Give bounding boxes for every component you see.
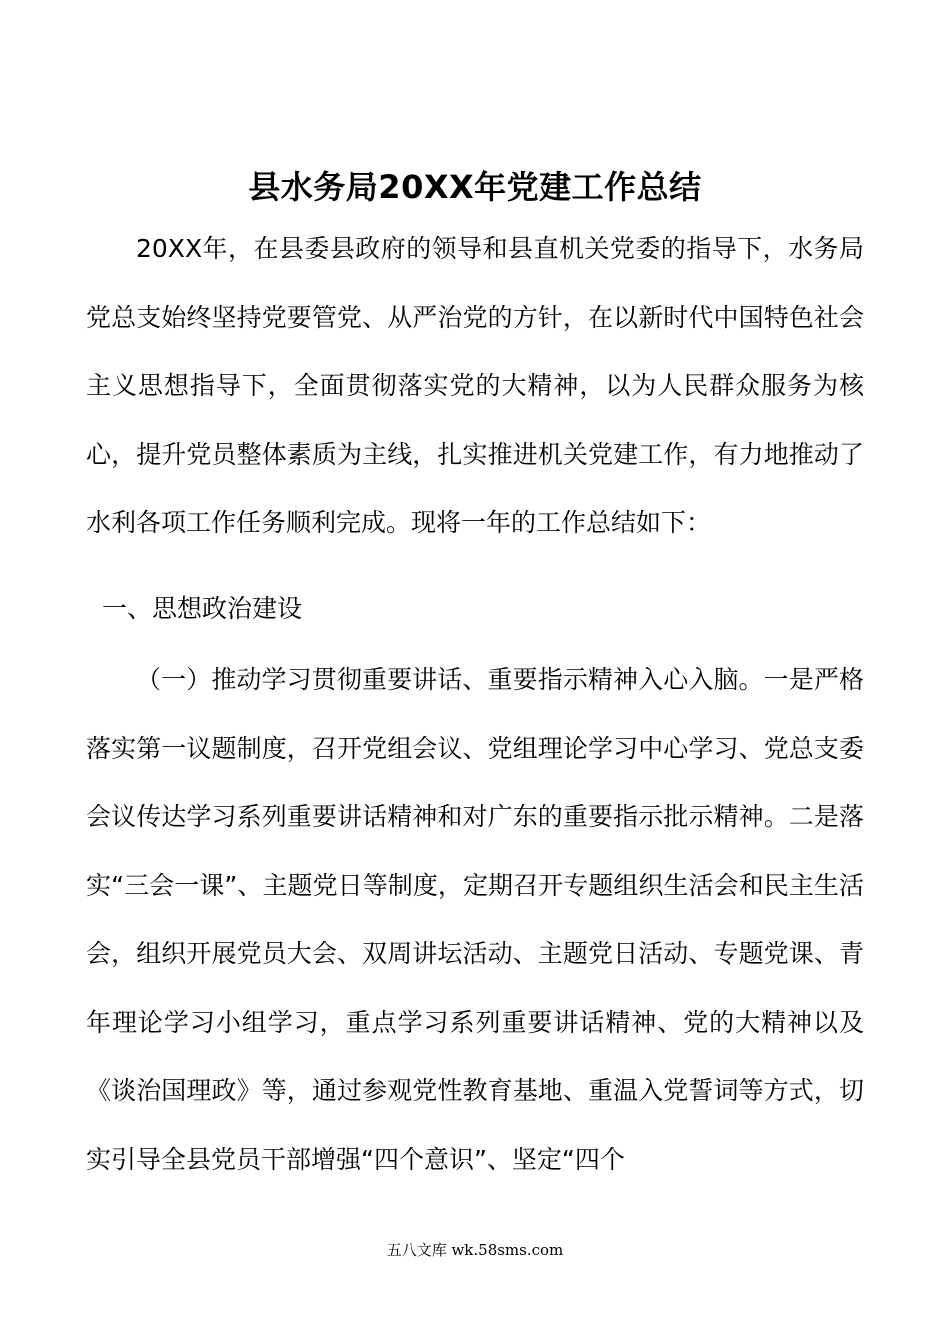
document-body bbox=[86, 215, 864, 558]
section-body bbox=[86, 646, 864, 1194]
section-heading: 一、思想政治建设 bbox=[102, 594, 303, 623]
section-paragraph: （一）推动学习贯彻重要讲话、重要指示精神入心入脑。一是严格落实第一议题制度，召开党组会议、党组理论学习中心学习、党总支委会议传达学习系列重要讲话精神和对广东的重要指示批示精神。二是落实“三会一课”、主题党日等制度，定期召开专题组织生活会和民主生活会，组织开展党员大会、双周讲坛活动、主题党日活动、专题党课、青年理论学习小组学习，重点学习系列重要讲话精神、党的大精神以及《谈治国理政》等，通过参观党性教育基地、重温入党誓词等方式，切实引导全县党员干部增强“四个意识”、坚定“四个 bbox=[86, 665, 864, 1174]
footer-watermark: 五八文库 wk.58sms.com bbox=[386, 1241, 564, 1259]
document-title: 县水务局20XX年党建工作总结 bbox=[248, 168, 702, 207]
section-heading-block bbox=[86, 575, 864, 644]
intro-paragraph: 20XX年，在县委县政府的领导和县直机关党委的指导下，水务局党总支始终坚持党要管党、从严治党的方针，在以新时代中国特色社会主义思想指导下，全面贯彻落实党的大精神，以为人民群众服务为核心，提升党员整体素质为主线，扎实推进机关党建工作，有力地推动了水利各项工作任务顺利完成。现将一年的工作总结如下： bbox=[86, 234, 864, 537]
